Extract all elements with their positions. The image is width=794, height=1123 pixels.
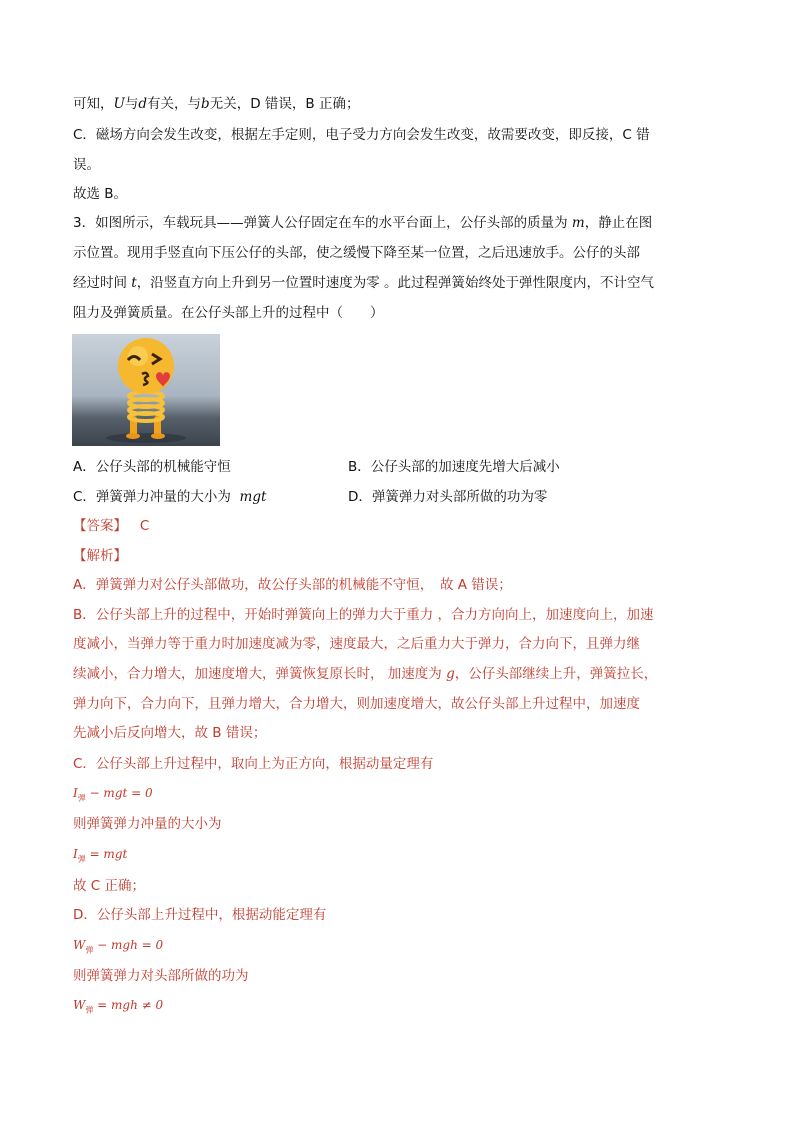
option-c: C．弹簧弹力冲量的大小为 mgt	[73, 489, 267, 505]
answer-value: C	[139, 518, 150, 534]
question-line-2: 示位置。现用手竖直向下压公仔的头部，使之缓慢下降至某一位置，之后迅速放手。公仔的头部	[73, 245, 640, 261]
prev-line-4: 故选 B。	[73, 186, 128, 202]
question-line-1: 3．如图所示，车载玩具——弹簧人公仔固定在车的水平台面上，公仔头部的质量为 m，静止在图	[73, 215, 653, 231]
analysis-a: A．弹簧弹力对公仔头部做功，故公仔头部的机械能不守恒， 故 A 错误；	[73, 577, 512, 593]
analysis-b-3: 续减小，合力增大，加速度增大，弹簧恢复原长时， 加速度为 g，公仔头部继续上升，弹簧拉长，	[73, 666, 658, 682]
analysis-b-5: 先减小后反向增大，故 B 错误；	[73, 725, 267, 741]
formula-impulse-equation: $I_弹$ − mgt = 0	[73, 786, 153, 803]
emoji-spring-toy-photo	[72, 334, 220, 446]
analysis-d-2: 则弹簧弹力对头部所做的功为	[73, 968, 249, 984]
question-line-3: 经过时间 t，沿竖直方向上升到另一位置时速度为零 。此过程弹簧始终处于弹性限度内，不计空气	[73, 275, 655, 291]
prev-line-1: 可知，U与d有关，与b无关，D 错误，B 正确；	[73, 96, 360, 112]
formula-work-result: $W_弹$ = mgh ≠ 0	[73, 998, 164, 1015]
formula-impulse-result: $I_弹$ = mgt	[73, 847, 128, 864]
analysis-b-4: 弹力向下，合力向下，且弹力增大，合力增大，则加速度增大，故公仔头部上升过程中，加速度	[73, 696, 640, 712]
analysis-label: 【解析】	[73, 548, 127, 564]
analysis-c-3: 故 C 正确；	[73, 878, 146, 894]
option-d: D．弹簧弹力对头部所做的功为零	[348, 489, 548, 505]
answer-line	[73, 516, 149, 536]
question-line-4: 阻力及弹簧质量。在公仔头部上升的过程中（ ）	[73, 305, 384, 321]
option-a: A．公仔头部的机械能守恒	[73, 459, 231, 475]
analysis-b-2: 度减小，当弹力等于重力时加速度减为零，速度最大，之后重力大于弹力，合力向下，且弹力继	[73, 636, 640, 652]
formula-work-equation: $W_弹$ − mgh = 0	[73, 938, 164, 955]
analysis-b-1: B．公仔头部上升的过程中，开始时弹簧向上的弹力大于重力 ，合力方向向上，加速度向上，加速	[73, 607, 654, 623]
answer-label: 【答案】	[73, 518, 127, 534]
option-b: B．公仔头部的加速度先增大后减小	[348, 459, 560, 475]
prev-line-3: 误。	[73, 157, 100, 173]
analysis-c-1: C．公仔头部上升过程中，取向上为正方向，根据动量定理有	[73, 756, 434, 772]
toy-illustration	[72, 334, 220, 446]
analysis-d-1: D．公仔头部上升过程中，根据动能定理有	[73, 907, 327, 923]
prev-line-2: C．磁场方向会发生改变，根据左手定则，电子受力方向会发生改变，故需要改变，即反接，C 错	[73, 127, 650, 143]
analysis-c-2: 则弹簧弹力冲量的大小为	[73, 816, 222, 832]
